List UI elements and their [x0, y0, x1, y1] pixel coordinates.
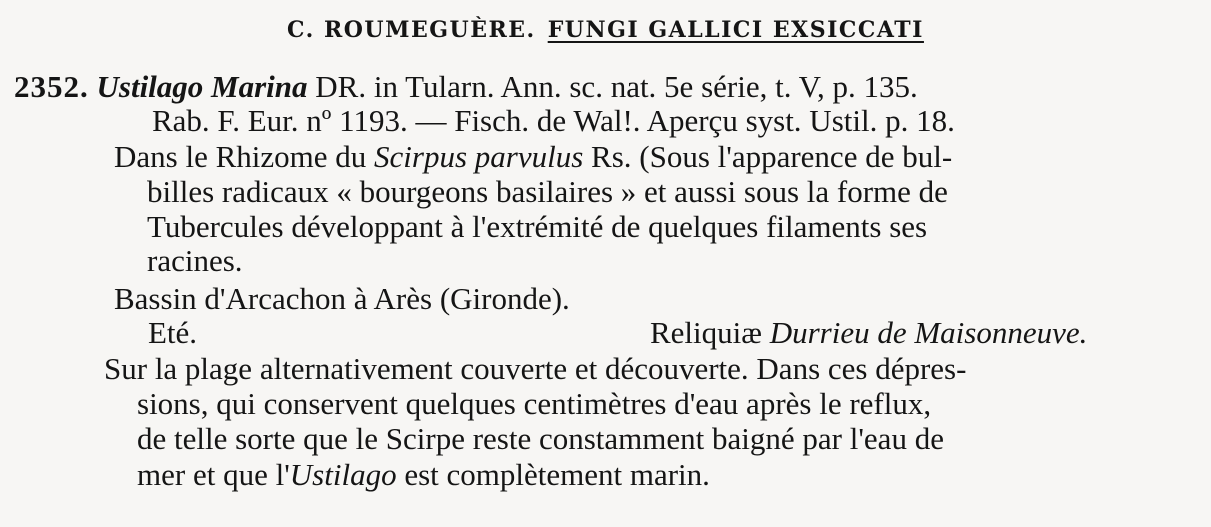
entry-number: 2352.	[14, 69, 89, 104]
entry-line-5	[147, 210, 927, 244]
entry-line-10-text: sions, qui conservent quelques centimètres d'eau après le reflux,	[137, 386, 932, 421]
entry-line-11-text: de telle sorte que le Scirpe reste constamment baigné par l'eau de	[137, 421, 944, 456]
entry-line-6-text: racines.	[147, 243, 243, 278]
locality: Bassin d'Arcachon à Arès (Gironde).	[114, 281, 570, 316]
entry-line-7	[114, 282, 570, 316]
entry-line-1-rest: DR. in Tularn. Ann. sc. nat. 5e série, t. V, p. 135.	[315, 69, 918, 104]
reliquiae-label: Reliquiæ	[650, 315, 762, 350]
entry-line-3b: Rs. (Sous l'apparence de bul-	[591, 139, 953, 174]
host-species: Scirpus parvulus	[374, 139, 584, 174]
entry-line-3	[114, 140, 952, 174]
species-name: Ustilago Marina	[96, 69, 308, 104]
entry-line-6	[147, 244, 243, 278]
entry-line-1	[14, 70, 1184, 104]
entry-line-12b: est complètement marin.	[404, 457, 710, 492]
entry-line-4	[147, 175, 948, 209]
entry-line-11	[137, 422, 944, 456]
entry-line-2	[152, 104, 955, 138]
collector-name: Durrieu de Maisonneuve.	[769, 315, 1088, 350]
entry-line-12	[137, 458, 710, 492]
entry-line-9	[104, 352, 966, 386]
entry-line-2-text: Rab. F. Eur. nº 1193. — Fisch. de Wal!. Aperçu syst. Ustil. p. 18.	[152, 103, 955, 138]
genus-name: Ustilago	[289, 457, 397, 492]
entry-line-10	[137, 387, 931, 421]
entry-line-12a: mer et que l'	[137, 457, 290, 492]
entry-line-3a: Dans le Rhizome du	[114, 139, 367, 174]
entry-line-9-text: Sur la plage alternativement couverte et découverte. Dans ces dépres-	[104, 351, 967, 386]
season: Eté.	[148, 315, 198, 350]
header-title: FUNGI GALLICI EXSICCATI	[547, 17, 924, 43]
entry-line-8-collector	[650, 316, 1087, 350]
entry-line-5-text: Tubercules développant à l'extrémité de quelques filaments ses	[147, 209, 928, 244]
page-header	[0, 17, 1211, 43]
header-author: C. ROUMEGUÈRE.	[287, 17, 536, 43]
entry-line-4-text: billes radicaux « bourgeons basilaires » et aussi sous la forme de	[147, 174, 948, 209]
entry-line-8-season	[148, 316, 197, 350]
